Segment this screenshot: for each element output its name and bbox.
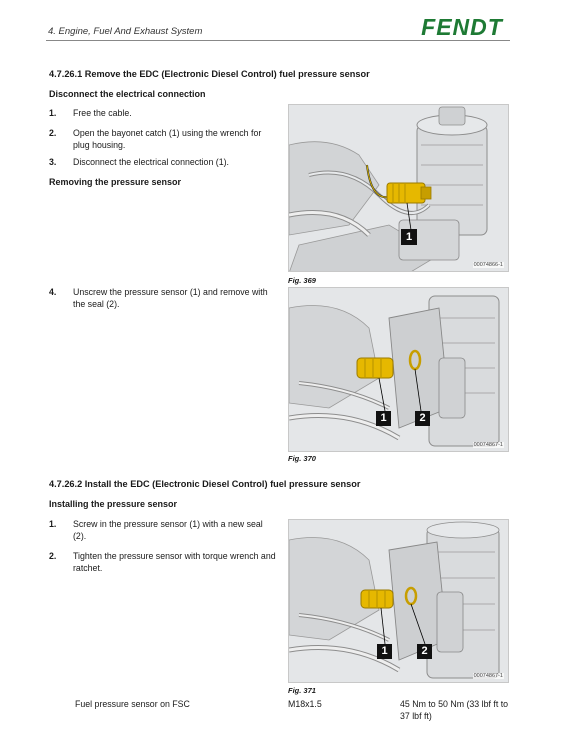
fendt-logo-icon — [412, 16, 512, 38]
step-text: Disconnect the electrical connection (1). — [73, 157, 229, 167]
figure-id: 00074867-1 — [473, 442, 503, 448]
engine-illustration — [289, 105, 509, 272]
callout-label: 1 — [376, 411, 391, 426]
subheading-installing: Installing the pressure sensor — [49, 499, 178, 509]
figure-caption: Fig. 371 — [288, 686, 316, 695]
step-number: 2. — [49, 128, 57, 138]
step-text: Screw in the pressure sensor (1) with a new seal (2). — [73, 519, 263, 541]
spec-component: Fuel pressure sensor on FSC — [75, 699, 190, 709]
step-text: Unscrew the pressure sensor (1) and remove with the seal (2). — [73, 287, 268, 309]
step-text: Tighten the pressure sensor with torque wrench and ratchet. — [73, 551, 276, 573]
step-text: Free the cable. — [73, 108, 132, 118]
step-text: Open the bayonet catch (1) using the wrench for plug housing. — [73, 128, 262, 150]
spec-thread: M18x1.5 — [288, 699, 322, 709]
callout-label: 2 — [417, 644, 432, 659]
step-number: 3. — [49, 157, 57, 167]
section-title-remove: 4.7.26.1 Remove the EDC (Electronic Diesel Control) fuel pressure sensor — [49, 69, 370, 79]
callout-label: 1 — [377, 644, 392, 659]
figure-id: 00074866-1 — [473, 262, 503, 268]
subheading-disconnect: Disconnect the electrical connection — [49, 89, 206, 99]
spec-torque: 45 Nm to 50 Nm (33 lbf ft to 37 lbf ft) — [400, 699, 509, 721]
logo-text: FENDT — [421, 16, 503, 38]
step-number: 2. — [49, 551, 57, 561]
callout-label: 1 — [401, 229, 417, 245]
header-divider — [46, 40, 510, 41]
subheading-removing: Removing the pressure sensor — [49, 177, 182, 187]
step-number: 4. — [49, 287, 57, 297]
figure-370 — [288, 287, 509, 452]
engine-illustration — [289, 520, 509, 683]
figure-369 — [288, 104, 509, 272]
callout-label: 2 — [415, 411, 430, 426]
page-header — [46, 16, 512, 40]
figure-id: 00074867-1 — [473, 673, 503, 679]
section-title-install: 4.7.26.2 Install the EDC (Electronic Diesel Control) fuel pressure sensor — [49, 479, 361, 489]
fendt-logo — [412, 16, 512, 43]
figure-caption: Fig. 370 — [288, 454, 316, 463]
engine-illustration — [289, 288, 509, 452]
figure-caption: Fig. 369 — [288, 276, 316, 285]
chapter-title: 4. Engine, Fuel And Exhaust System — [48, 26, 203, 37]
step-number: 1. — [49, 519, 57, 529]
figure-371 — [288, 519, 509, 683]
step-number: 1. — [49, 108, 57, 118]
